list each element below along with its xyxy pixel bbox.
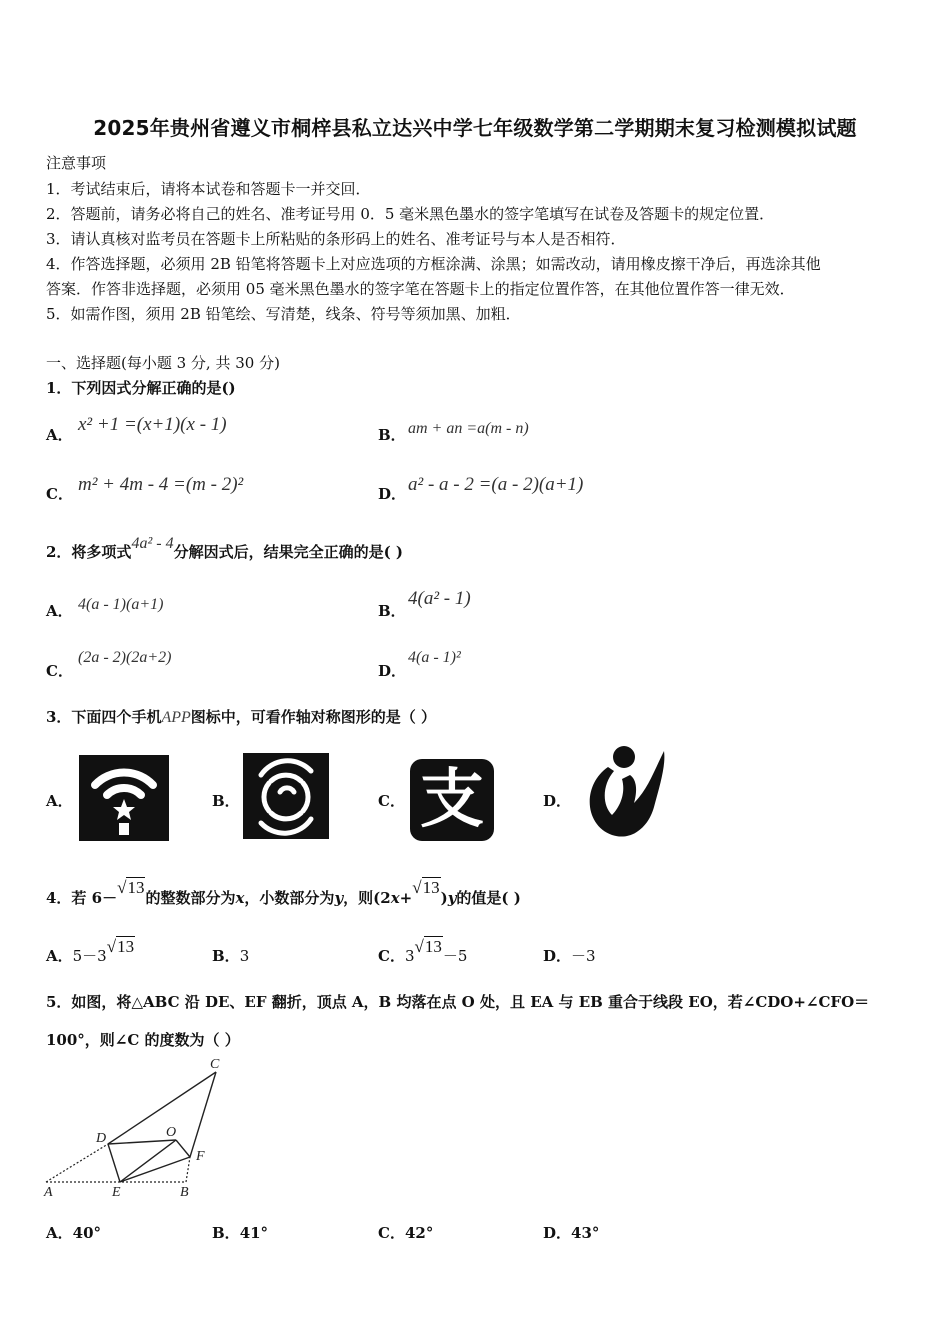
question-5-line1: 5．如图，将△ABC 沿 DE、EF 翻折，顶点 A，B 均落在点 O 处，且 EA 与 EB 重合于线段 EO，若∠CDO+∠CFO＝ [46,993,870,1011]
q4-option-c [378,937,468,966]
notice-item: 2．答题前，请务必将自己的姓名、准考证号用 0．5 毫米黑色墨水的签字笔填写在试卷及答题卡的规定位置． [46,205,775,223]
q2-stem-rest: 分解因式后，结果完全正确的是( ) [173,543,403,561]
q4-part: ，小数部分为 [244,889,335,907]
q4-b-pre: 3 [239,947,250,965]
notice-item: 1．考试结束后，请将本试卷和答题卡一并交回． [46,180,371,198]
q3-number: 3．下面四个手机 [46,708,162,726]
q5-option-b [212,1222,268,1243]
q4-part: 的整数部分为 [145,889,236,907]
sqrt-13: √13 [414,937,442,956]
q4-part: 的值是( ) [456,889,521,907]
q2-expression: 4a² - 4 [131,535,174,552]
q2-option-b: 4(a² - 1) [408,588,471,609]
notice-item: 4．作答选择题，必须用 2B 铅笔将答题卡上对应选项的方框涂满、涂黑；如需改动，请用橡皮擦干净后，再选涂其他 [46,255,821,273]
var-y: y [447,889,457,907]
sqrt-13: √13 [117,878,145,897]
sqrt-13: √13 [106,937,135,956]
q4-c-pre: 3 [404,947,415,965]
q2-label-c: C． [46,662,73,680]
q3-app: APP [161,709,191,726]
q2-option-d: 4(a - 1)² [408,649,461,666]
question-1-stem: 1．下列因式分解正确的是() [46,379,236,397]
wifi-star-icon [79,755,169,841]
q4-part: ) [440,889,448,907]
q5-label-c: C． [378,1224,405,1242]
radicand: 13 [117,937,135,956]
notice-item: 3．请认真核对监考员在答题卡上所粘贴的条形码上的姓名、准考证号与本人是否相符． [46,230,626,248]
point-e: E [112,1185,121,1200]
question-4-stem [46,878,521,908]
point-b: B [180,1185,189,1200]
edge-eo [120,1140,176,1182]
q2-option-a: 4(a - 1)(a+1) [78,596,164,613]
notice-heading: 注意事项 [46,154,107,172]
q1-label-b: B． [378,426,406,444]
q4-part: 4．若 6－ [46,889,118,907]
q5-option-a [46,1222,101,1243]
var-y: y [334,889,344,907]
point-o: O [166,1125,177,1140]
alipay-icon [410,759,494,841]
point-c: C [210,1057,220,1072]
q5-option-c [378,1222,433,1243]
point-d: D [96,1131,107,1146]
q1-label-c: C． [46,485,73,503]
page-title: 2025年贵州省遵义市桐梓县私立达兴中学七年级数学第二学期期末复习检测模拟试题 [93,116,857,140]
q3-label-a: A． [46,792,73,810]
notice-item: 答案．作答非选择题，必须用 05 毫米黑色墨水的签字笔在答题卡上的指定位置作答，在其他位置作答一律无效． [46,280,795,298]
q4-c-post: －5 [442,947,468,965]
q2-label-b: B． [378,602,406,620]
edge-of [176,1140,190,1157]
q1-option-b: am + an =a(m - n) [408,420,529,437]
sqrt-13: √13 [412,878,440,897]
edge-dc [108,1072,216,1144]
q4-a-pre: 5－3 [72,947,107,965]
q4-part: + [399,889,413,907]
q4-label-c: C． [378,947,405,965]
person-swoosh-icon [578,745,668,841]
q3-label-c: C． [378,792,405,810]
q4-option-d [543,945,596,966]
q2-label-d: D． [378,662,407,680]
point-f: F [196,1149,205,1164]
q5-label-b: B． [212,1224,240,1242]
q4-part: ，则(2 [343,889,391,907]
q4-label-b: B． [212,947,240,965]
q5-value-b: 41° [239,1224,269,1242]
section-heading: 一、选择题(每小题 3 分, 共 30 分) [46,354,280,372]
q2-option-c: (2a - 2)(2a+2) [78,649,172,666]
q5-option-d [543,1222,599,1243]
radicand: 13 [127,878,145,897]
q2-label-a: A． [46,602,73,620]
q1-option-c: m² + 4m - 4 =(m - 2)² [78,474,244,495]
q5-value-c: 42° [404,1224,434,1242]
var-x: x [235,889,245,907]
q1-option-d: a² - a - 2 =(a - 2)(a+1) [408,474,584,495]
q5-value-d: 43° [571,1224,600,1242]
radicand: 13 [422,878,440,897]
radicand: 13 [424,937,442,956]
edge-do [108,1140,176,1144]
q5-value-a: 40° [72,1224,102,1242]
triangle-diagram [40,1052,240,1202]
q2-number: 2．将多项式 [46,543,132,561]
alipay-glyph: 支 [420,763,484,837]
question-5-line2: 100°，则∠C 的度数为（ ） [46,1031,240,1049]
edge-bf [186,1157,190,1182]
q1-label-a: A． [46,426,73,444]
point-a: A [44,1185,53,1200]
var-x: x [390,889,400,907]
q4-option-b [212,945,249,966]
edge-ef [120,1157,190,1182]
edge-cf [190,1072,216,1157]
q4-option-a [46,937,135,966]
q5-label-a: A． [46,1224,73,1242]
q4-label-a: A． [46,947,73,965]
q4-d-pre: －3 [571,947,596,965]
q3-stem-rest: 图标中，可看作轴对称图形的是（ ） [190,708,437,726]
question-2-stem [46,535,403,562]
q5-label-d: D． [543,1224,572,1242]
q3-label-d: D． [543,792,572,810]
q1-label-d: D． [378,485,407,503]
q3-label-b: B． [212,792,240,810]
notice-item: 5．如需作图，须用 2B 铅笔绘、写清楚，线条、符号等须加黑、加粗． [46,305,521,323]
edge-ad [46,1144,108,1182]
question-3-stem [46,706,436,727]
q4-label-d: D． [543,947,572,965]
edge-de [108,1144,120,1182]
q1-option-a: x² +1 =(x+1)(x - 1) [78,414,227,435]
swirl-icon [243,753,329,839]
